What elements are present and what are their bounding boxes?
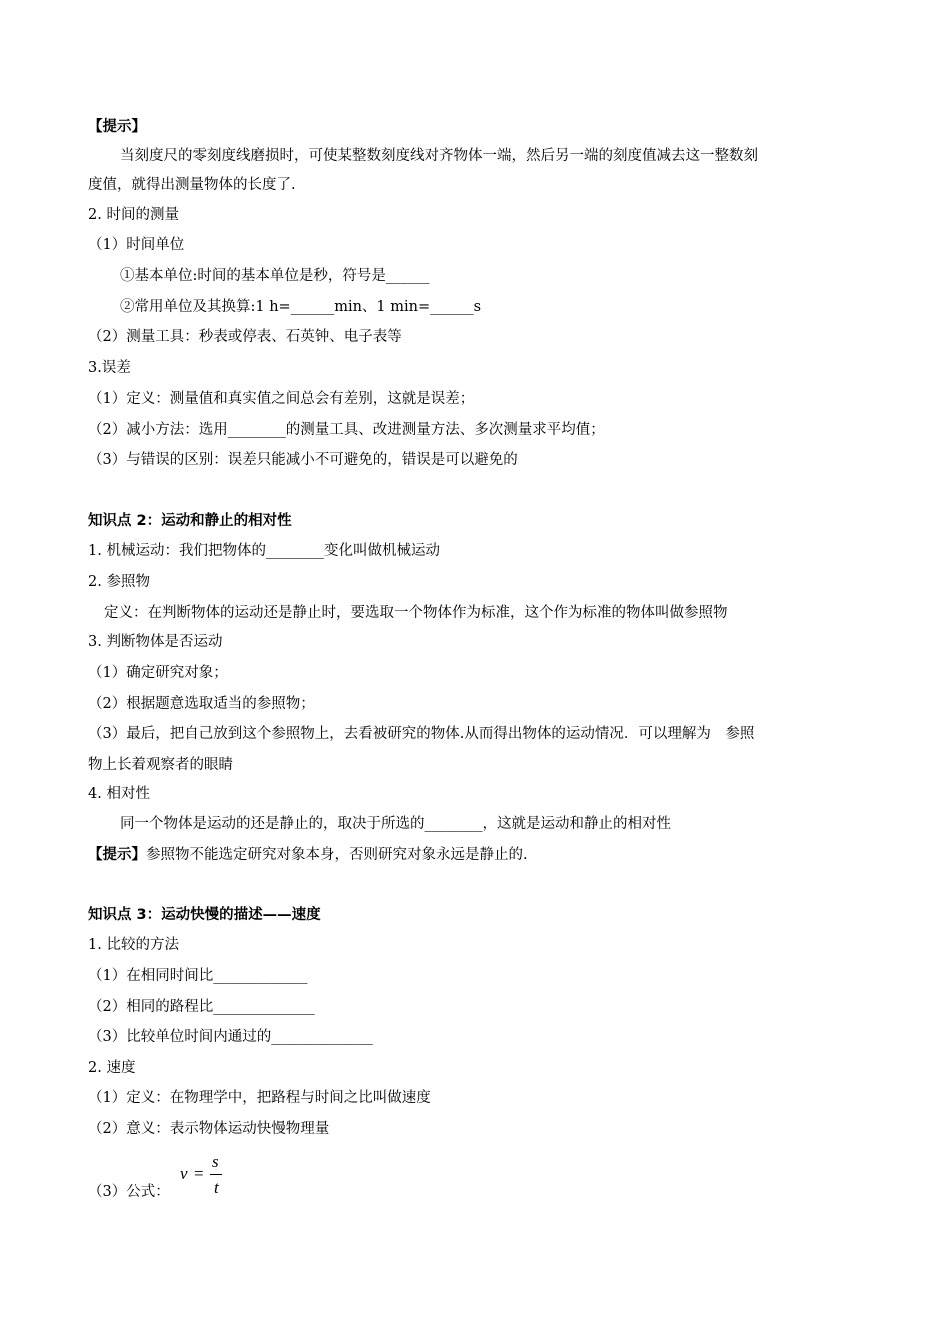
list-item: （1）定义：测量值和真实值之间总会有差别，这就是误差；	[88, 391, 475, 407]
list-item: （1）确定研究对象；	[88, 665, 228, 681]
formula-numerator: s	[212, 1152, 219, 1171]
list-item: （3）公式：	[88, 1184, 170, 1200]
formula-denominator: t	[214, 1178, 219, 1197]
list-heading: 1. 比较的方法	[88, 937, 179, 953]
list-item: （1）定义：在物理学中，把路程与时间之比叫做速度	[88, 1090, 431, 1106]
speed-formula	[180, 1154, 240, 1200]
list-item: （2）根据题意选取适当的参照物；	[88, 696, 315, 712]
list-item: ②常用单位及其换算:1 h=______min、1 min=______s	[120, 299, 482, 315]
list-item: （1）时间单位	[88, 237, 185, 253]
list-item: （2）测量工具：秒表或停表、石英钟、电子表等	[88, 329, 402, 345]
paragraph-line: 物上长着观察者的眼睛	[88, 757, 233, 773]
paragraph-line: 当刻度尺的零刻度线磨损时，可使某整数刻度线对齐物体一端，然后另一端的刻度值减去这一整数刻	[120, 148, 758, 164]
formula-velocity: v	[180, 1164, 188, 1183]
section-heading: 知识点 3：运动快慢的描述——速度	[88, 907, 321, 923]
tip-label: 【提示】	[88, 118, 146, 135]
list-item: （2）减小方法：选用________的测量工具、改进测量方法、多次测量求平均值；	[88, 422, 605, 438]
list-heading: 2. 时间的测量	[88, 207, 179, 223]
list-heading: 4. 相对性	[88, 786, 150, 802]
formula-equals: =	[194, 1164, 204, 1183]
tip-label: 【提示】	[88, 846, 146, 863]
list-heading: 2. 速度	[88, 1060, 136, 1076]
list-item: （3）与错误的区别：误差只能减小不可避免的，错误是可以避免的	[88, 452, 518, 468]
list-item: （2）相同的路程比______________	[88, 999, 315, 1015]
list-item: （1）在相同时间比_____________	[88, 968, 308, 984]
list-heading: 2. 参照物	[88, 574, 150, 590]
tip-line	[88, 845, 528, 865]
tip-text: 参照物不能选定研究对象本身，否则研究对象永远是静止的.	[146, 847, 528, 863]
paragraph-line: 度值，就得出测量物体的长度了.	[88, 177, 296, 193]
list-item: （3）比较单位时间内通过的______________	[88, 1029, 373, 1045]
list-item: （3）最后，把自己放到这个参照物上，去看被研究的物体.从而得出物体的运动情况．可以理解为 参照	[88, 726, 755, 742]
section-heading: 知识点 2：运动和静止的相对性	[88, 513, 292, 529]
list-heading: 3.误差	[88, 360, 131, 376]
list-heading: 1. 机械运动：我们把物体的________变化叫做机械运动	[88, 543, 440, 559]
list-item: ①基本单位:时间的基本单位是秒，符号是______	[120, 268, 430, 284]
paragraph-line: 同一个物体是运动的还是静止的，取决于所选的________，这就是运动和静止的相对性	[120, 816, 671, 832]
list-heading: 3. 判断物体是否运动	[88, 634, 223, 650]
paragraph-line: 定义：在判断物体的运动还是静止时，要选取一个物体作为标准，这个作为标准的物体叫做参照物	[104, 605, 728, 621]
fraction-bar	[210, 1174, 222, 1175]
list-item: （2）意义：表示物体运动快慢物理量	[88, 1121, 330, 1137]
